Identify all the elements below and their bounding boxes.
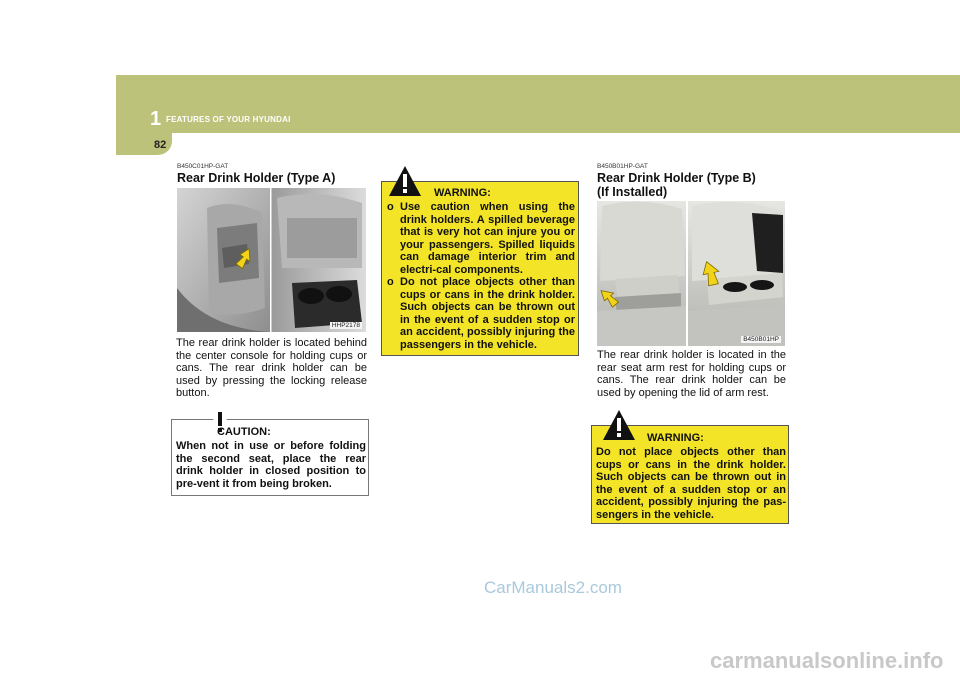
section-a-code: B450C01HP-GAT xyxy=(177,163,229,170)
section-b-photo xyxy=(597,201,785,346)
chapter-title: FEATURES OF YOUR HYUNDAI xyxy=(166,115,291,124)
warning-middle-title: WARNING: xyxy=(434,187,491,199)
chapter-number: 1 xyxy=(150,108,162,130)
warning-box-right xyxy=(591,425,789,524)
section-a-body: The rear drink holder is located behind the center console for holding cups or cans. The rear drink holder can be used by pressing the locking release button. xyxy=(176,337,367,400)
drink-holder-b-illustration xyxy=(597,201,785,346)
section-a-photo xyxy=(177,188,366,332)
section-b-body: The rear drink holder is located in the rear seat arm rest for holding cups or cans. The rear drink holder can be used by opening the lid of arm rest. xyxy=(597,349,786,399)
section-a-photo-label: HHP2178 xyxy=(331,322,360,329)
watermark-carmanualsonline: carmanualsonline.info xyxy=(710,648,944,673)
warning-middle-list xyxy=(387,201,575,351)
warning-box-middle xyxy=(381,181,579,356)
caution-title: CAUTION: xyxy=(217,426,271,438)
drink-holder-a-illustration xyxy=(177,188,366,332)
bullet: o xyxy=(387,276,394,288)
caution-text: When not in use or before folding the second seat, place the rear drink holder in closed position to pre-vent it from being broken. xyxy=(176,440,366,490)
section-b-title-line1: Rear Drink Holder (Type B) xyxy=(597,171,756,185)
header-band xyxy=(116,75,960,133)
section-a-title: Rear Drink Holder (Type A) xyxy=(177,171,336,185)
caution-box xyxy=(171,419,369,496)
bullet: o xyxy=(387,201,394,213)
watermark-carmanuals2: CarManuals2.com xyxy=(484,578,622,597)
section-b-photo-label: B450B01HP xyxy=(743,336,779,343)
warning-triangle-icon xyxy=(388,165,422,197)
warning-right-text: Do not place objects other than cups or cans in the drink holder. Such objects can be thrown out in the event of a sudden stop or an accident, possibly injuring the pas-sengers in the vehicle. xyxy=(596,446,786,521)
warning-middle-item xyxy=(387,201,575,276)
section-b-title-line2: (If Installed) xyxy=(597,185,668,199)
warning-middle-item-text: Do not place objects other than cups or cans in the drink holder. Such objects can be thrown out in the event of a sudden stop or an accident, possibly injuring the passengers in the vehicle. xyxy=(400,276,575,351)
section-b-code: B450B01HP-GAT xyxy=(597,163,648,170)
warning-middle-item-text: Use caution when using the drink holders. A spilled beverage that is very hot can injure you or your passengers. Spilled liquids can damage interior trim and electri-cal components. xyxy=(400,201,575,276)
warning-triangle-icon xyxy=(602,409,636,441)
warning-middle-item xyxy=(387,276,575,351)
page-number: 82 xyxy=(154,139,167,151)
warning-right-title: WARNING: xyxy=(647,432,704,444)
